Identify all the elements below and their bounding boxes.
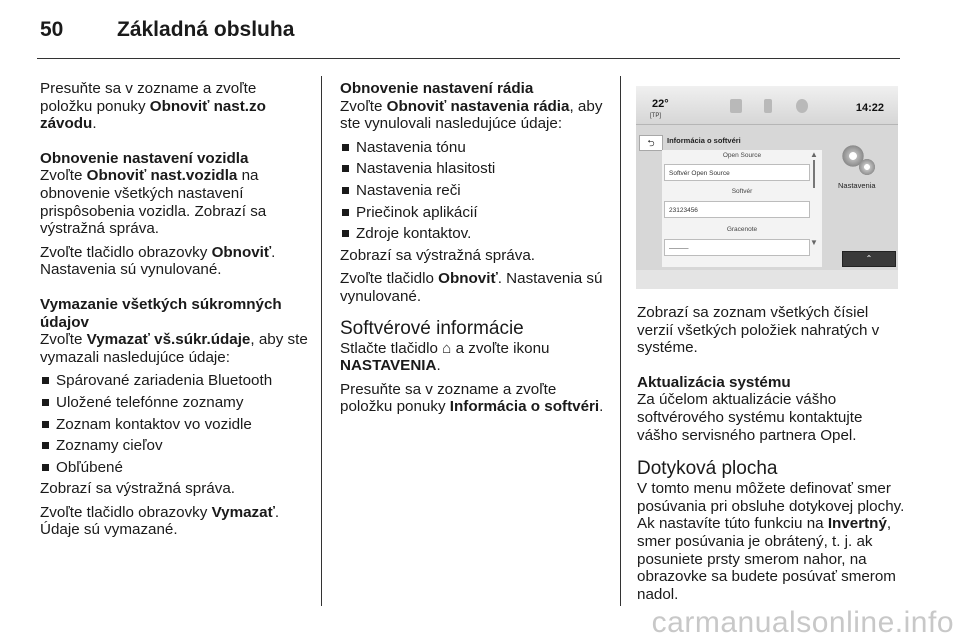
list-item: Nastavenia hlasitosti <box>340 160 612 178</box>
tp-indicator: [TP] <box>650 113 662 119</box>
list-item: Obľúbené <box>40 459 310 477</box>
phone-icon <box>764 99 772 113</box>
list-item: Zdroje kontaktov. <box>340 225 612 243</box>
watermark: carmanualsonline.info <box>651 606 954 639</box>
screen-status-bar <box>636 86 898 125</box>
page-number: 50 <box>40 18 64 41</box>
radio-reset-heading: Obnovenie nastavení rádia <box>340 80 534 97</box>
software-info-screen <box>636 86 898 289</box>
radio-reset-confirm: Zvoľte tlačidlo Obnoviť. Nastavenia sú vynulované. <box>340 270 603 305</box>
chevron-up-button[interactable]: ⌃ <box>842 251 896 267</box>
list-item: Priečinok aplikácií <box>340 204 612 222</box>
software-info-text: Stlačte tlačidlo ⌂ a zvoľte ikonu NASTAVENIA. <box>340 339 550 375</box>
software-info-select: Presuňte sa v zozname a zvoľte položku ponuky Informácia o softvéri. <box>340 380 604 416</box>
touchpad-text: V tomto menu môžete definovať smer posúvania pri obsluhe dotykovej plochy. Ak nastavíte túto funkciu na Invertný, smer posúvania je obrátený, t. j. ak posuniete prsty smerom nahor, na obrazovke sa budete posúvať smerom nadol. <box>637 480 905 603</box>
list-item: Uložené telefónne zoznamy <box>40 394 310 412</box>
private-data-list <box>40 372 310 476</box>
screen-list-title: Informácia o softvéri <box>667 136 741 145</box>
screen-bottom-bar <box>636 270 898 289</box>
software-info-heading: Softvérové informácie <box>340 317 524 339</box>
vehicle-reset-heading: Obnovenie nastavení vozidla <box>40 149 249 167</box>
radio-reset-text: Zvoľte Obnoviť nastavenia rádia, aby ste vynulovali nasledujúce údaje: <box>340 97 603 133</box>
page-title: Základná obsluha <box>117 18 295 41</box>
list-section: Gracenote <box>726 226 758 233</box>
private-data-heading: Vymazanie všetkých súkromných údajov <box>40 295 282 331</box>
back-icon[interactable]: ⮌ <box>639 135 663 151</box>
touchpad-heading: Dotyková plocha <box>637 458 778 480</box>
list-item: Spárované zariadenia Bluetooth <box>40 372 310 390</box>
clock: 14:22 <box>855 102 884 114</box>
header-rule <box>37 58 900 59</box>
list-item[interactable]: 23123456 <box>664 201 810 218</box>
vehicle-reset-text: Zvoľte Obnoviť nast.vozidla na obnovenie všetkých nastavení prispôsobenia vozidla. Zobrazí sa výstražná správa. <box>40 167 267 238</box>
list-item: Zoznamy cieľov <box>40 437 310 455</box>
list-item[interactable]: ——— <box>664 239 810 256</box>
list-item[interactable]: Softvér Open Source <box>664 164 810 181</box>
private-data-text: Zvoľte Vymazať vš.súkr.údaje, aby ste vymazali nasledujúce údaje: <box>40 331 308 366</box>
list-item: Zoznam kontaktov vo vozidle <box>40 416 310 434</box>
scroll-down-icon[interactable]: ▼ <box>810 238 818 247</box>
home-icon: ⌂ <box>442 339 452 357</box>
scrollbar[interactable] <box>813 160 815 188</box>
list-section: Softvér <box>731 188 753 195</box>
temperature: 22° <box>652 98 669 110</box>
system-update-text: Za účelom aktualizácie vášho softvérového systému kontaktujte vášho servisného partnera Opel. <box>637 391 863 444</box>
list-section: Open Source <box>722 152 762 159</box>
list-item: Nastavenia tónu <box>340 139 612 157</box>
settings-label: Nastavenia <box>838 181 876 190</box>
column-1 <box>40 80 310 539</box>
column-divider-2 <box>620 76 621 606</box>
music-icon <box>730 99 742 113</box>
gear-icon <box>858 158 876 176</box>
column-3 <box>637 304 905 603</box>
list-item: Nastavenia reči <box>340 182 612 200</box>
scroll-up-icon[interactable]: ▲ <box>810 150 818 159</box>
vehicle-reset-confirm: Zvoľte tlačidlo obrazovky Obnoviť. Nastavenia sú vynulované. <box>40 243 276 279</box>
private-data-warning: Zobrazí sa výstražná správa. <box>40 480 235 498</box>
version-list-text: Zobrazí sa zoznam všetkých čísiel verzií všetkých položiek nahratých v systéme. <box>637 304 880 357</box>
app-icon <box>796 99 808 113</box>
column-2 <box>340 80 612 416</box>
system-update-heading: Aktualizácia systému <box>637 373 791 391</box>
software-list <box>662 150 822 267</box>
radio-reset-warning: Zobrazí sa výstražná správa. <box>340 246 535 264</box>
private-data-confirm: Zvoľte tlačidlo obrazovky Vymazať. Údaje sú vymazané. <box>40 503 280 539</box>
intro-paragraph: Presuňte sa v zozname a zvoľte položku ponuky Obnoviť nast.zo závodu. <box>40 80 266 133</box>
radio-reset-list <box>340 139 612 243</box>
column-divider-1 <box>321 76 322 606</box>
